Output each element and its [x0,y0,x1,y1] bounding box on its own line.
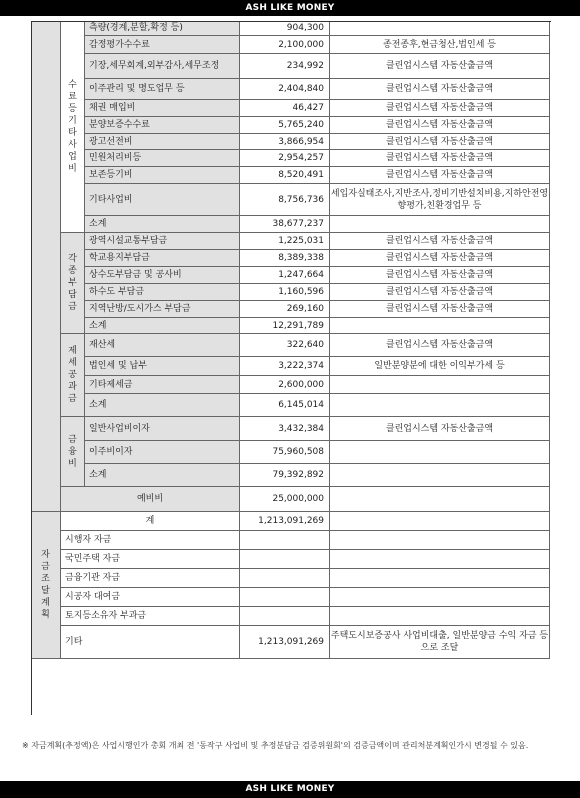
row-amount: 6,145,014 [240,394,330,417]
row-note: 클린업시스템 자동산출금액 [330,250,550,267]
row-label: 금융기관 자금 [61,569,240,588]
row-note: 클린업시스템 자동산출금액 [330,417,550,441]
category-label-funding: 자 금 조 달 계 획 [31,512,61,659]
row-amount: 8,756,736 [240,184,330,216]
row-amount: 3,866,954 [240,134,330,150]
row-amount: 8,520,491 [240,167,330,184]
row-amount: 2,954,257 [240,150,330,167]
row-label: 기장,세무회계,외부감사,세무조정 [85,54,240,79]
row-amount: 75,960,508 [240,441,330,464]
row-amount: 5,765,240 [240,117,330,134]
row-label: 분양보증수수료 [85,117,240,134]
row-note: 클린업시스템 자동산출금액 [330,334,550,357]
row-label: 소계 [85,318,240,334]
row-label: 광고선전비 [85,134,240,150]
row-note [330,487,550,512]
row-label: 국민주택 자금 [61,550,240,569]
row-note: 클린업시스템 자동산출금액 [330,100,550,117]
row-note: 클린업시스템 자동산출금액 [330,233,550,250]
row-label: 예비비 [61,487,240,512]
row-amount: 322,640 [240,334,330,357]
row-note [330,550,550,569]
row-label: 광역시설교통부담금 [85,233,240,250]
row-note: 클린업시스템 자동산출금액 [330,54,550,79]
row-note [330,394,550,417]
row-note: 클린업시스템 자동산출금액 [330,134,550,150]
row-amount: 38,677,237 [240,216,330,233]
header-banner: ASH LIKE MONEY [0,0,580,16]
row-amount: 1,247,664 [240,267,330,284]
category-label-other-costs: 수 료 등 기 타 사 업 비 [61,21,85,233]
row-label: 측량(경계,분할,확정 등) [85,21,240,36]
row-amount: 25,000,000 [240,487,330,512]
row-amount [240,588,330,607]
row-amount: 3,432,384 [240,417,330,441]
row-note [330,376,550,394]
row-amount: 2,404,840 [240,79,330,100]
row-note [330,464,550,487]
row-amount: 1,160,596 [240,284,330,301]
row-note: 클린업시스템 자동산출금액 [330,301,550,318]
footer-banner: ASH LIKE MONEY [0,781,580,798]
row-amount: 1,213,091,269 [240,626,330,659]
row-amount: 1,213,091,269 [240,512,330,531]
row-note [330,441,550,464]
row-label: 감정평가수수료 [85,36,240,54]
row-label: 이주비이자 [85,441,240,464]
row-amount [240,531,330,550]
row-note: 주택도시보증공사 사업비대출, 일반분양금 수익 자금 등으로 조달 [330,626,550,659]
row-note: 종전종후,현금청산,법인세 등 [330,36,550,54]
row-label: 지역난방/도시가스 부담금 [85,301,240,318]
category-label-taxes: 제 세 공 과 금 [61,334,85,417]
row-label: 기타사업비 [85,184,240,216]
row-note [330,531,550,550]
row-amount: 3,222,374 [240,357,330,376]
row-label: 소계 [85,464,240,487]
row-note [330,607,550,626]
row-amount [240,550,330,569]
row-amount: 2,100,000 [240,36,330,54]
row-label: 계 [61,512,240,531]
category-block-expenses [31,21,61,512]
row-amount: 79,392,892 [240,464,330,487]
row-label: 시공자 대여금 [61,588,240,607]
row-note [330,318,550,334]
row-note: 클린업시스템 자동산출금액 [330,117,550,134]
row-note: 클린업시스템 자동산출금액 [330,267,550,284]
row-label: 민원처리비등 [85,150,240,167]
row-note [330,588,550,607]
row-amount: 269,160 [240,301,330,318]
row-note: 클린업시스템 자동산출금액 [330,167,550,184]
row-amount: 8,389,338 [240,250,330,267]
row-label: 소계 [85,216,240,233]
row-label: 채권 매입비 [85,100,240,117]
row-note: 클린업시스템 자동산출금액 [330,79,550,100]
row-note [330,216,550,233]
row-note [330,569,550,588]
row-amount: 1,225,031 [240,233,330,250]
row-label: 토지등소유자 부과금 [61,607,240,626]
row-amount: 234,992 [240,54,330,79]
row-note: 클린업시스템 자동산출금액 [330,284,550,301]
row-label: 기타 [61,626,240,659]
row-note: 클린업시스템 자동산출금액 [330,150,550,167]
row-label: 기타제세금 [85,376,240,394]
row-amount [240,607,330,626]
row-amount: 12,291,789 [240,318,330,334]
row-note [330,512,550,531]
category-label-finance: 금 융 비 [61,417,85,487]
row-amount: 2,600,000 [240,376,330,394]
budget-table [31,21,550,659]
row-amount [240,569,330,588]
row-note: 일반분양분에 대한 이익부가세 등 [330,357,550,376]
row-label: 시행자 자금 [61,531,240,550]
row-amount: 904,300 [240,21,330,36]
row-label: 이주관리 및 명도업무 등 [85,79,240,100]
row-label: 일반사업비이자 [85,417,240,441]
row-label: 보존등기비 [85,167,240,184]
row-label: 학교용지부담금 [85,250,240,267]
row-label: 하수도 부담금 [85,284,240,301]
row-label: 법인세 및 납부 [85,357,240,376]
row-label: 소계 [85,394,240,417]
row-note: 세입자실태조사,지반조사,정비기반설치비용,지하안전영향평가,친환경업무 등 [330,184,550,216]
category-label-charges: 각 종 부 담 금 [61,233,85,334]
footnote: ※ 자금계획(추정액)은 사업시행인가 총회 개최 전 '동작구 사업비 및 추정분담금 검증위원회'의 검증금액이며 관리처분계획인가시 변경될 수 있음. [22,741,529,750]
row-note [330,21,550,36]
row-label: 재산세 [85,334,240,357]
row-amount: 46,427 [240,100,330,117]
row-label: 상수도부담금 및 공사비 [85,267,240,284]
